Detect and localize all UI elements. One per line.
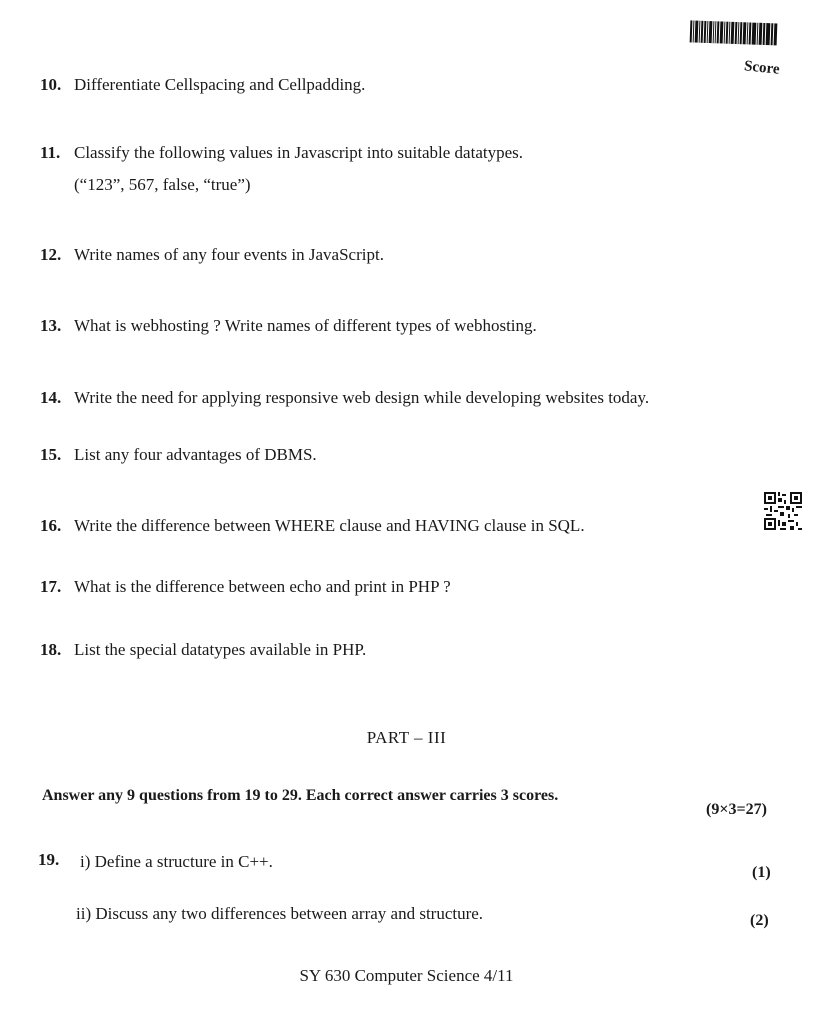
question-number: 12. xyxy=(40,245,62,264)
question-subtext: (“123”, 567, false, “true”) xyxy=(74,175,251,194)
question-14 xyxy=(40,387,649,409)
question-number: 17. xyxy=(40,577,62,596)
part-instruction: Answer any 9 questions from 19 to 29. Each correct answer carries 3 scores. xyxy=(42,787,559,804)
question-19-number: 19. xyxy=(38,850,60,869)
question-text: Write the difference between WHERE clause and HAVING clause in SQL. xyxy=(74,516,585,535)
question-10 xyxy=(40,74,365,96)
part-heading: PART – III xyxy=(366,728,447,747)
question-number: 16. xyxy=(40,516,62,535)
question-17 xyxy=(40,576,451,598)
barcode xyxy=(690,20,783,45)
part-total-marks: (9×3=27) xyxy=(706,801,767,818)
question-text: Classify the following values in Javascript into suitable datatypes. xyxy=(74,143,523,162)
page-footer: SY 630 Computer Science 4/11 xyxy=(299,966,514,985)
question-number: 11. xyxy=(40,143,61,162)
question-number: 18. xyxy=(40,640,62,659)
question-text: Write the need for applying responsive web design while developing websites today. xyxy=(74,388,650,407)
question-18 xyxy=(40,639,366,661)
question-number: 10. xyxy=(40,75,62,94)
question-15 xyxy=(40,444,317,466)
question-16 xyxy=(40,515,585,537)
question-text: List any four advantages of DBMS. xyxy=(74,445,317,464)
question-number: 14. xyxy=(40,388,62,407)
question-19-part-ii: ii) Discuss any two differences between array and structure. xyxy=(76,904,484,923)
question-text: What is webhosting ? Write names of different types of webhosting. xyxy=(74,316,537,335)
question-text: Differentiate Cellspacing and Cellpadding. xyxy=(74,75,366,94)
question-text: What is the difference between echo and print in PHP ? xyxy=(74,577,451,596)
question-19-part-i: i) Define a structure in C++. xyxy=(80,852,273,871)
question-text: List the special datatypes available in PHP. xyxy=(74,640,367,659)
question-13 xyxy=(40,315,537,337)
score-label: Score xyxy=(743,58,781,78)
question-number: 13. xyxy=(40,316,62,335)
question-12 xyxy=(40,244,384,266)
question-19-part-i-marks: (1) xyxy=(752,864,771,881)
question-text: Write names of any four events in JavaScript. xyxy=(74,245,384,264)
question-number: 15. xyxy=(40,445,62,464)
question-19-part-ii-marks: (2) xyxy=(750,912,769,929)
qr-code-icon xyxy=(764,492,802,530)
question-11 xyxy=(40,142,523,196)
